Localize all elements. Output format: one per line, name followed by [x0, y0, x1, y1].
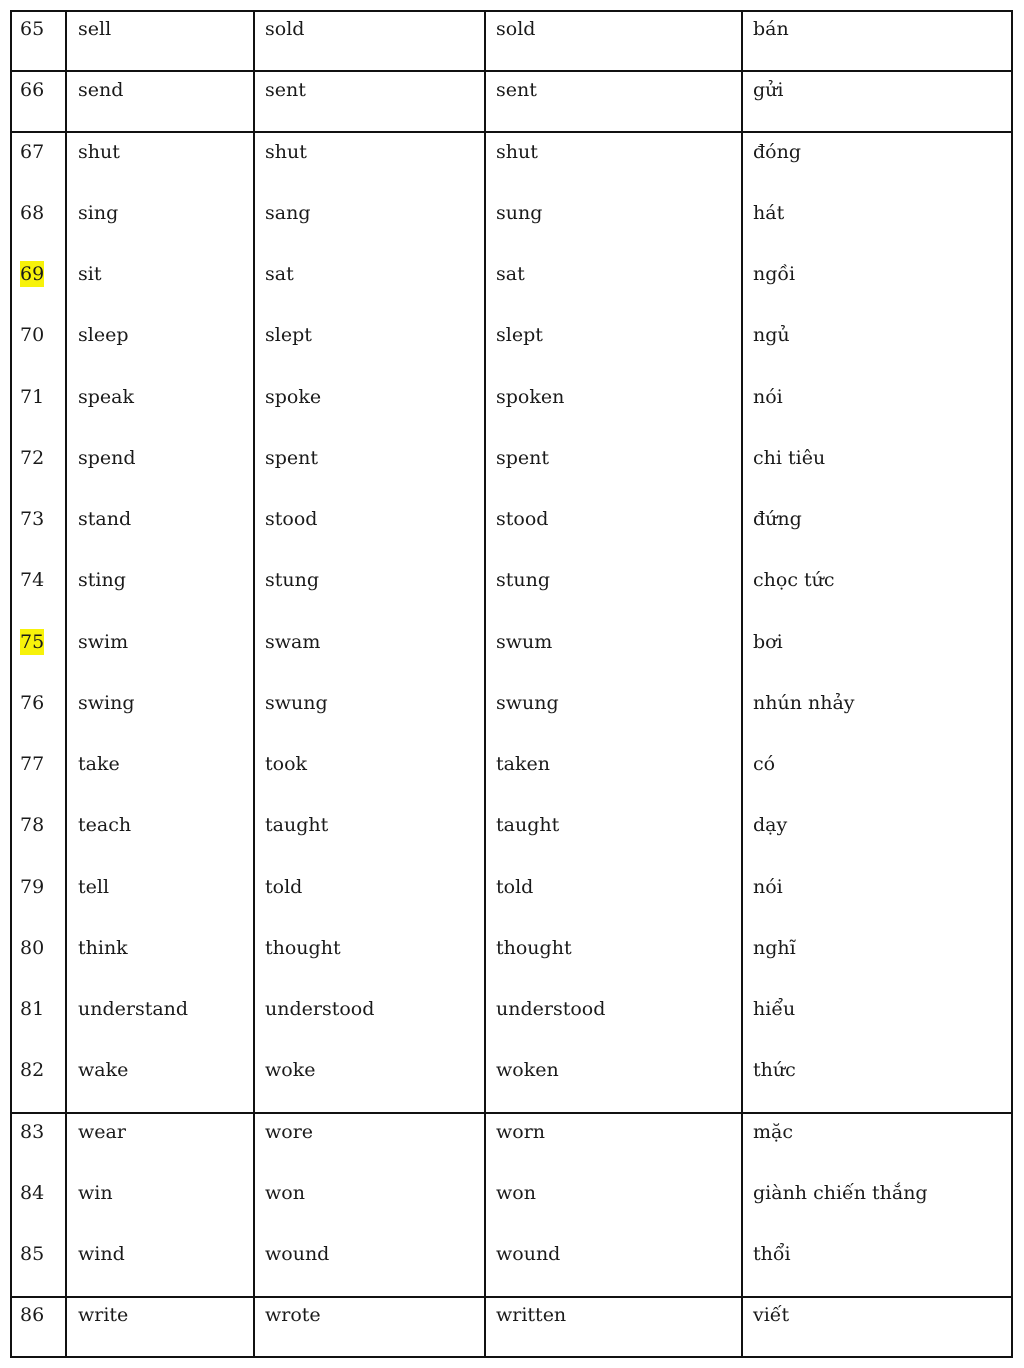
base-form: wear: [78, 1120, 126, 1143]
past-participle: won: [496, 1181, 536, 1204]
past-participle: written: [496, 1304, 567, 1327]
table-row: [0, 12, 1024, 73]
row-number: 74: [20, 569, 45, 592]
base-form: write: [78, 1304, 129, 1327]
vietnamese-meaning: gửi: [753, 79, 784, 102]
row-number: 68: [20, 201, 45, 224]
vietnamese-meaning: hiểu: [753, 998, 796, 1020]
vietnamese-meaning: hát: [753, 201, 785, 224]
vietnamese-meaning: nhún nhảy: [753, 691, 855, 714]
past-participle: shut: [496, 140, 538, 163]
table-row: [0, 257, 1024, 318]
past-simple: sold: [265, 18, 305, 40]
vietnamese-meaning: nói: [753, 875, 783, 898]
table-row: [0, 747, 1024, 808]
base-form: send: [78, 79, 124, 102]
table-row: [0, 73, 1024, 134]
table-row: [0, 318, 1024, 379]
past-simple: stung: [265, 569, 320, 592]
table-row: [0, 441, 1024, 502]
vietnamese-meaning: thổi: [753, 1243, 791, 1265]
past-simple: swung: [265, 691, 328, 714]
row-number: 73: [20, 508, 45, 530]
past-simple: took: [265, 753, 308, 775]
past-simple: woke: [265, 1059, 316, 1082]
vietnamese-meaning: bán: [753, 18, 789, 40]
vietnamese-meaning: mặc: [753, 1120, 793, 1143]
past-simple: sat: [265, 263, 294, 285]
row-number: 72: [20, 446, 45, 469]
table-row: [0, 563, 1024, 624]
row-number: 76: [20, 691, 45, 714]
vietnamese-meaning: có: [753, 753, 776, 775]
table-row: [0, 1176, 1024, 1237]
table-row: [0, 992, 1024, 1053]
base-form: teach: [78, 814, 132, 837]
past-participle: swung: [496, 691, 559, 714]
past-simple: stood: [265, 508, 318, 530]
past-simple: wound: [265, 1243, 330, 1265]
past-participle: stung: [496, 569, 551, 592]
vietnamese-meaning: ngủ: [753, 324, 790, 347]
past-participle: wound: [496, 1243, 561, 1265]
row-number: 86: [20, 1304, 45, 1327]
vietnamese-meaning: thức: [753, 1059, 796, 1082]
past-participle: sold: [496, 18, 536, 40]
row-number: 85: [20, 1243, 45, 1265]
past-participle: swum: [496, 630, 553, 653]
row-number: 67: [20, 140, 45, 163]
table-row: [0, 380, 1024, 441]
past-participle: thought: [496, 936, 572, 959]
vietnamese-meaning: ngồi: [753, 263, 796, 285]
table-row: [0, 1237, 1024, 1298]
base-form: sit: [78, 263, 102, 285]
row-number: 82: [20, 1059, 45, 1082]
vietnamese-meaning: chi tiêu: [753, 446, 826, 469]
table-row: [0, 502, 1024, 563]
past-simple: slept: [265, 324, 312, 347]
table-row: [0, 870, 1024, 931]
past-simple: thought: [265, 936, 341, 959]
table-row: [0, 625, 1024, 686]
base-form: win: [78, 1181, 113, 1204]
past-participle: taught: [496, 814, 560, 837]
row-number: 71: [20, 385, 45, 408]
past-simple: sang: [265, 201, 311, 224]
vietnamese-meaning: nói: [753, 385, 783, 408]
past-participle: sat: [496, 263, 525, 285]
past-participle: spent: [496, 446, 550, 469]
row-number: 69: [20, 263, 45, 285]
base-form: sleep: [78, 324, 129, 347]
table-row: [0, 686, 1024, 747]
past-participle: slept: [496, 324, 543, 347]
vietnamese-meaning: giành chiến thắng: [753, 1181, 928, 1204]
table-row: [0, 1115, 1024, 1176]
past-participle: told: [496, 875, 534, 898]
base-form: swim: [78, 630, 129, 653]
past-participle: sent: [496, 79, 537, 102]
past-simple: spoke: [265, 385, 322, 408]
base-form: stand: [78, 508, 132, 530]
base-form: sting: [78, 569, 126, 592]
past-simple: told: [265, 875, 303, 898]
row-number: 70: [20, 324, 45, 347]
vietnamese-meaning: viết: [753, 1304, 790, 1327]
base-form: take: [78, 753, 120, 775]
row-number: 75: [20, 630, 45, 653]
base-form: spend: [78, 446, 136, 469]
vietnamese-meaning: đóng: [753, 140, 802, 163]
past-participle: spoken: [496, 385, 565, 408]
vietnamese-meaning: đứng: [753, 508, 802, 530]
base-form: sing: [78, 201, 119, 224]
past-participle: stood: [496, 508, 549, 530]
base-form: wind: [78, 1243, 125, 1265]
row-number: 65: [20, 18, 45, 40]
vietnamese-meaning: nghĩ: [753, 936, 796, 959]
row-number: 81: [20, 998, 45, 1020]
past-simple: shut: [265, 140, 307, 163]
vietnamese-meaning: bơi: [753, 630, 783, 653]
base-form: understand: [78, 998, 189, 1020]
past-simple: wrote: [265, 1304, 321, 1327]
past-participle: worn: [496, 1120, 546, 1143]
base-form: speak: [78, 385, 134, 408]
row-number: 80: [20, 936, 45, 959]
past-simple: wore: [265, 1120, 314, 1143]
past-participle: understood: [496, 998, 606, 1020]
table-row: [0, 135, 1024, 196]
base-form: swing: [78, 691, 135, 714]
past-participle: woken: [496, 1059, 559, 1082]
past-simple: sent: [265, 79, 306, 102]
table-row: [0, 808, 1024, 869]
base-form: think: [78, 936, 128, 959]
table-row: [0, 1298, 1024, 1359]
past-participle: sung: [496, 201, 543, 224]
row-number: 79: [20, 875, 45, 898]
vietnamese-meaning: dạy: [753, 814, 788, 837]
past-simple: understood: [265, 998, 375, 1020]
row-number: 77: [20, 753, 45, 775]
past-simple: spent: [265, 446, 319, 469]
row-number: 83: [20, 1120, 45, 1143]
past-simple: won: [265, 1181, 305, 1204]
base-form: sell: [78, 18, 112, 40]
row-number: 84: [20, 1181, 45, 1204]
past-simple: swam: [265, 630, 321, 653]
table-row: [0, 1053, 1024, 1114]
base-form: tell: [78, 875, 110, 898]
table-row: [0, 196, 1024, 257]
base-form: wake: [78, 1059, 129, 1082]
base-form: shut: [78, 140, 120, 163]
row-number: 78: [20, 814, 45, 837]
past-participle: taken: [496, 753, 550, 775]
row-number: 66: [20, 79, 45, 102]
past-simple: taught: [265, 814, 329, 837]
vietnamese-meaning: chọc tức: [753, 569, 835, 592]
table-row: [0, 931, 1024, 992]
